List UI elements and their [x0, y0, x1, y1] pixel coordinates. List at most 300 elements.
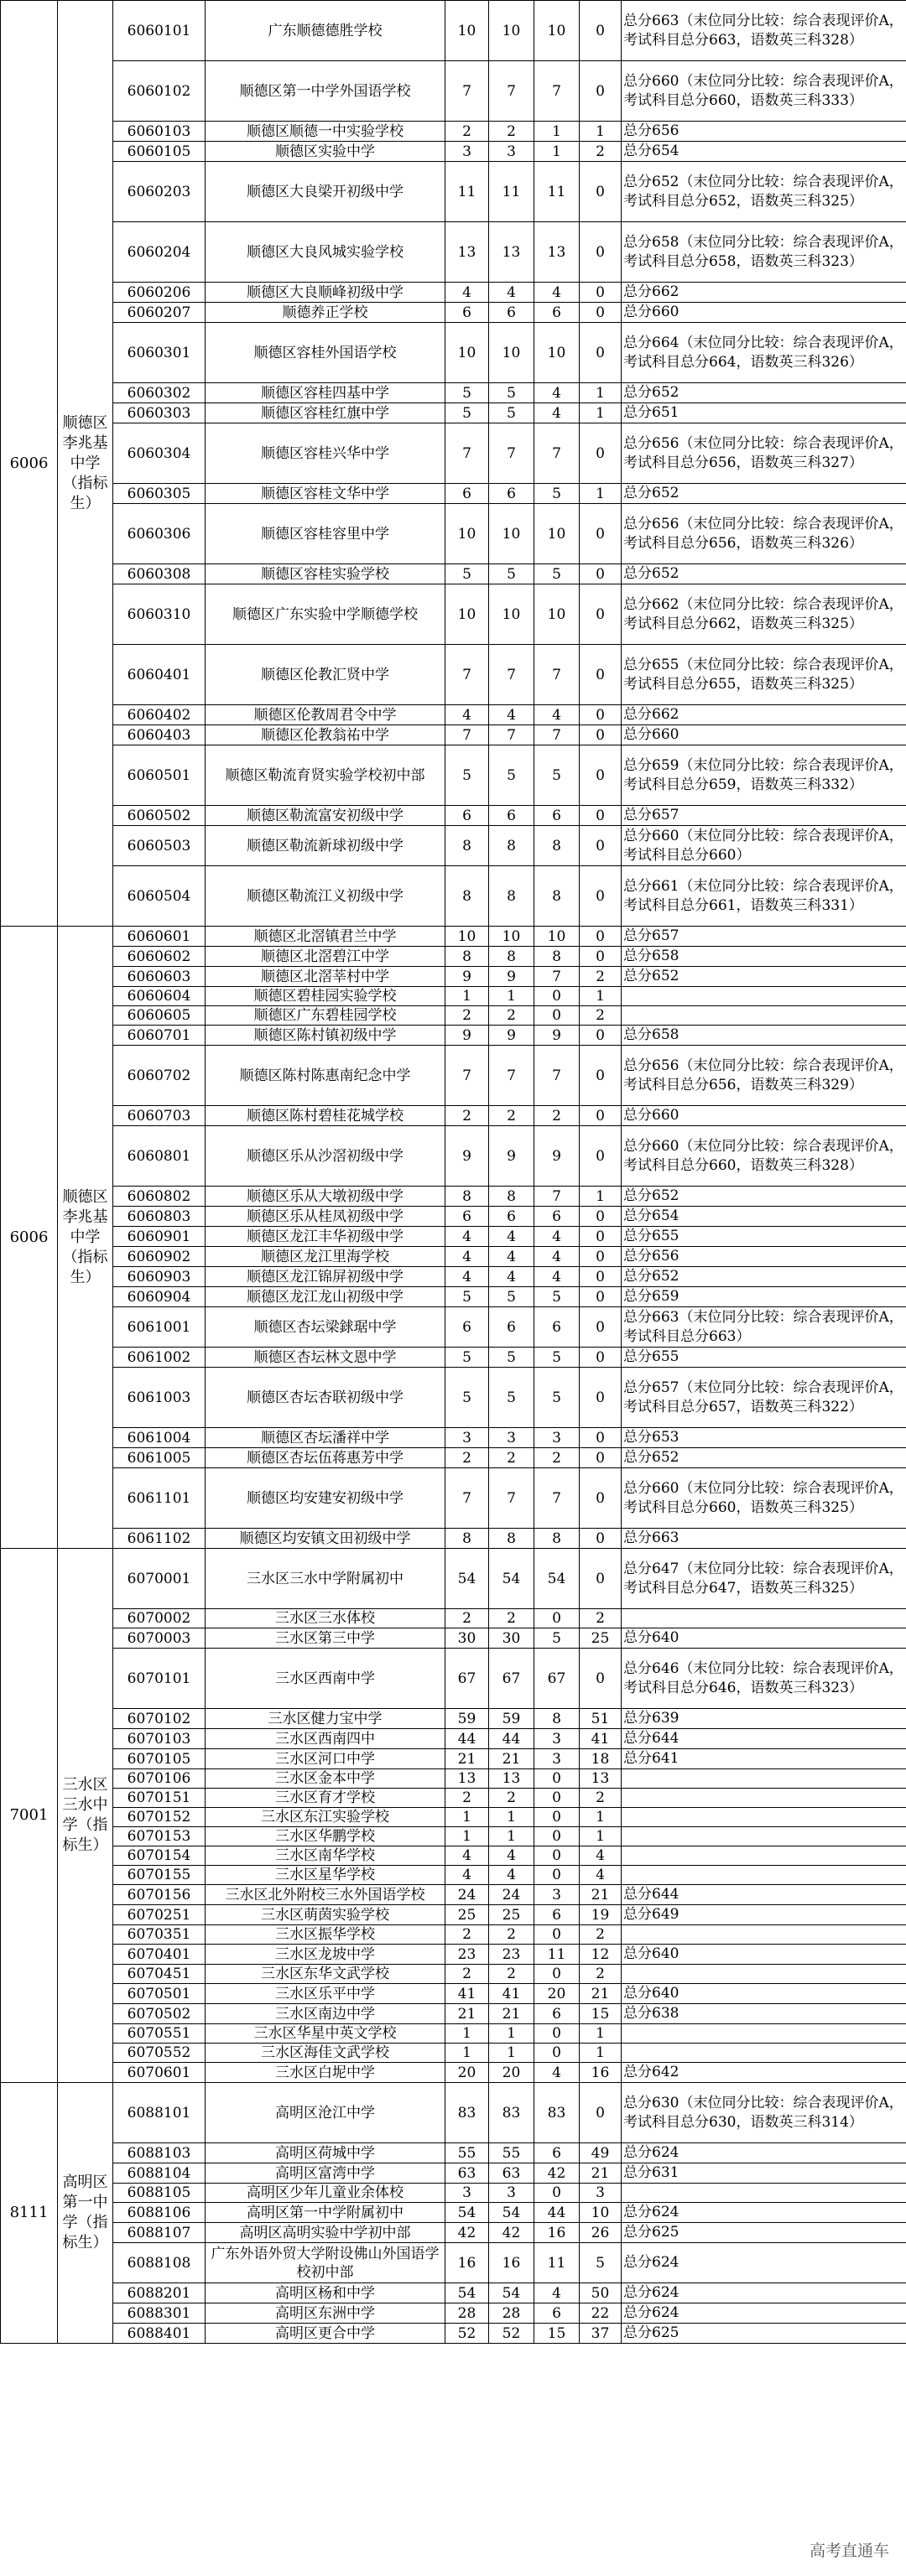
quota-cell: 8: [445, 947, 489, 967]
cutoff-note-cell: 总分647（末位同分比较：综合表现评价A，考试科目总分647，语数英三科325）: [622, 1549, 906, 1609]
remaining-cell: 5: [580, 2243, 622, 2283]
cutoff-note-cell: 总分625: [622, 2223, 906, 2243]
remaining-cell: 2: [580, 1925, 622, 1945]
plan-cell: 5: [489, 745, 534, 806]
admitted-cell: 7: [534, 61, 580, 122]
admitted-cell: 6: [534, 1207, 580, 1227]
school-code-cell: 6060105: [113, 142, 206, 162]
admitted-cell: 9: [534, 1126, 580, 1187]
plan-cell: 83: [489, 2083, 534, 2143]
quota-cell: 7: [445, 725, 489, 745]
table-row: [1, 1925, 906, 1945]
school-code-cell: 6070501: [113, 1984, 206, 2004]
school-code-cell: 6070001: [113, 1549, 206, 1609]
cutoff-note-cell: 总分652: [622, 1267, 906, 1287]
school-code-cell: 6070003: [113, 1628, 206, 1649]
remaining-cell: 0: [580, 1106, 622, 1126]
cutoff-note-cell: 总分640: [622, 1628, 906, 1649]
admitted-cell: 6: [534, 1307, 580, 1348]
quota-cell: 7: [445, 645, 489, 705]
plan-cell: 5: [489, 1348, 534, 1368]
table-row: [1, 2184, 906, 2203]
remaining-cell: 0: [580, 705, 622, 725]
school-code-cell: 6070153: [113, 1827, 206, 1846]
plan-cell: 10: [489, 504, 534, 564]
quota-cell: 52: [445, 2324, 489, 2344]
quota-cell: 6: [445, 484, 489, 504]
quota-cell: 5: [445, 1368, 489, 1428]
plan-cell: 9: [489, 1126, 534, 1187]
quota-cell: 3: [445, 2184, 489, 2203]
cutoff-note-cell: 总分652（末位同分比较：综合表现评价A，考试科目总分652，语数英三科325）: [622, 162, 906, 222]
admitted-cell: 0: [534, 1965, 580, 1984]
school-name-cell: 顺德区广东实验中学顺德学校: [206, 584, 445, 645]
school-name-cell: 顺德区大良风城实验学校: [206, 222, 445, 283]
plan-cell: 4: [489, 1866, 534, 1885]
admitted-cell: 13: [534, 222, 580, 283]
quota-cell: 4: [445, 1866, 489, 1885]
school-code-cell: 6070155: [113, 1866, 206, 1885]
admitted-cell: 6: [534, 806, 580, 826]
table-row: [1, 2283, 906, 2303]
remaining-cell: 0: [580, 162, 622, 222]
plan-cell: 2: [489, 1609, 534, 1628]
remaining-cell: 0: [580, 1267, 622, 1287]
plan-cell: 5: [489, 383, 534, 403]
cutoff-note-cell: 总分625: [622, 2324, 906, 2344]
quota-cell: 7: [445, 1468, 489, 1529]
school-name-cell: 顺德区乐从沙滘初级中学: [206, 1126, 445, 1187]
cutoff-note-cell: 总分660（末位同分比较：综合表现评价A，考试科目总分660，语数英三科333）: [622, 61, 906, 122]
school-name-cell: 顺德区勒流新球初级中学: [206, 826, 445, 866]
admitted-cell: 5: [534, 745, 580, 806]
school-name-cell: 顺德区陈村陈惠南纪念中学: [206, 1046, 445, 1106]
quota-cell: 42: [445, 2223, 489, 2243]
admitted-cell: 4: [534, 2283, 580, 2303]
cutoff-note-cell: 总分662: [622, 283, 906, 303]
target-school-cell: 顺德区李兆基中学（指标生）: [58, 927, 113, 1549]
remaining-cell: 1: [580, 1827, 622, 1846]
school-name-cell: 顺德区容桂文华中学: [206, 484, 445, 504]
school-code-cell: 6060903: [113, 1267, 206, 1287]
school-name-cell: 三水区西南四中: [206, 1729, 445, 1749]
school-code-cell: 6060701: [113, 1026, 206, 1046]
table-row: [1, 1046, 906, 1106]
remaining-cell: 1: [580, 122, 622, 142]
school-code-cell: 6060302: [113, 383, 206, 403]
school-code-cell: 6070152: [113, 1808, 206, 1827]
cutoff-note-cell: [622, 1846, 906, 1866]
quota-cell: 1: [445, 1827, 489, 1846]
school-name-cell: 高明区杨和中学: [206, 2283, 445, 2303]
school-name-cell: 顺德区乐从桂凤初级中学: [206, 1207, 445, 1227]
admitted-cell: 0: [534, 1609, 580, 1628]
cutoff-note-cell: 总分630（末位同分比较：综合表现评价A，考试科目总分630，语数英三科314）: [622, 2083, 906, 2143]
admitted-cell: 1: [534, 122, 580, 142]
cutoff-note-cell: [622, 2024, 906, 2044]
school-code-cell: 6060304: [113, 423, 206, 484]
remaining-cell: 19: [580, 1905, 622, 1925]
cutoff-note-cell: 总分641: [622, 1749, 906, 1769]
quota-cell: 24: [445, 1885, 489, 1905]
school-code-cell: 6070105: [113, 1749, 206, 1769]
plan-cell: 8: [489, 866, 534, 927]
school-code-cell: 6060204: [113, 222, 206, 283]
target-school-cell: 顺德区李兆基中学（指标生）: [58, 1, 113, 927]
school-name-cell: 顺德区大良梁开初级中学: [206, 162, 445, 222]
cutoff-note-cell: 总分656: [622, 1247, 906, 1267]
table-row: [1, 2143, 906, 2163]
remaining-cell: 0: [580, 564, 622, 584]
admitted-cell: 8: [534, 1709, 580, 1729]
plan-cell: 30: [489, 1628, 534, 1649]
plan-cell: 54: [489, 1549, 534, 1609]
table-row: [1, 2203, 906, 2223]
admitted-cell: 10: [534, 584, 580, 645]
cutoff-note-cell: 总分654: [622, 142, 906, 162]
table-row: [1, 564, 906, 584]
school-name-cell: 高明区荷城中学: [206, 2143, 445, 2163]
table-row: [1, 1267, 906, 1287]
admitted-cell: 4: [534, 283, 580, 303]
table-row: [1, 2324, 906, 2344]
plan-cell: 52: [489, 2324, 534, 2344]
remaining-cell: 4: [580, 1866, 622, 1885]
plan-cell: 4: [489, 1227, 534, 1247]
plan-cell: 4: [489, 1846, 534, 1866]
cutoff-note-cell: 总分624: [622, 2143, 906, 2163]
table-row: [1, 1468, 906, 1529]
school-name-cell: 三水区第三中学: [206, 1628, 445, 1649]
school-name-cell: 顺德区龙江里海学校: [206, 1247, 445, 1267]
quota-cell: 2: [445, 1106, 489, 1126]
remaining-cell: 0: [580, 1468, 622, 1529]
school-code-cell: 6061102: [113, 1529, 206, 1549]
cutoff-note-cell: 总分656（末位同分比较：综合表现评价A，考试科目总分656，语数英三科326）: [622, 504, 906, 564]
table-row: [1, 1709, 906, 1729]
quota-cell: 7: [445, 1046, 489, 1106]
admitted-cell: 6: [534, 303, 580, 323]
school-name-cell: 顺德区广东碧桂园学校: [206, 1006, 445, 1026]
school-name-cell: 顺德区顺德一中实验学校: [206, 122, 445, 142]
segment-id-cell: 8111: [1, 2083, 58, 2344]
school-code-cell: 6088107: [113, 2223, 206, 2243]
remaining-cell: 4: [580, 1846, 622, 1866]
table-row: [1, 584, 906, 645]
quota-cell: 5: [445, 745, 489, 806]
remaining-cell: 0: [580, 303, 622, 323]
quota-cell: 10: [445, 504, 489, 564]
table-row: [1, 2303, 906, 2324]
remaining-cell: 0: [580, 1307, 622, 1348]
table-row: [1, 1866, 906, 1885]
plan-cell: 4: [489, 1267, 534, 1287]
cutoff-note-cell: 总分655（末位同分比较：综合表现评价A，考试科目总分655，语数英三科325）: [622, 645, 906, 705]
table-row: [1, 1348, 906, 1368]
quota-cell: 2: [445, 1006, 489, 1026]
table-row: [1, 61, 906, 122]
admitted-cell: 7: [534, 1187, 580, 1207]
plan-cell: 20: [489, 2063, 534, 2083]
admitted-cell: 5: [534, 564, 580, 584]
admitted-cell: 5: [534, 1348, 580, 1368]
school-name-cell: 三水区华星中英文学校: [206, 2024, 445, 2044]
admitted-cell: 0: [534, 2184, 580, 2203]
admitted-cell: 8: [534, 947, 580, 967]
cutoff-note-cell: [622, 1866, 906, 1885]
cutoff-note-cell: 总分659（末位同分比较：综合表现评价A，考试科目总分659，语数英三科332）: [622, 745, 906, 806]
school-code-cell: 6060403: [113, 725, 206, 745]
school-name-cell: 顺德区杏坛林文恩中学: [206, 1348, 445, 1368]
plan-cell: 28: [489, 2303, 534, 2324]
remaining-cell: 0: [580, 1649, 622, 1709]
table-row: [1, 1287, 906, 1307]
cutoff-note-cell: 总分640: [622, 1945, 906, 1965]
watermark: 高考直通车: [809, 2542, 889, 2560]
admitted-cell: 20: [534, 1984, 580, 2004]
school-name-cell: 顺德区勒流富安初级中学: [206, 806, 445, 826]
quota-cell: 25: [445, 1905, 489, 1925]
admitted-cell: 2: [534, 1106, 580, 1126]
school-code-cell: 6060402: [113, 705, 206, 725]
quota-cell: 9: [445, 1126, 489, 1187]
school-name-cell: 顺德区龙江丰华初级中学: [206, 1227, 445, 1247]
plan-cell: 8: [489, 947, 534, 967]
remaining-cell: 0: [580, 283, 622, 303]
quota-cell: 13: [445, 222, 489, 283]
remaining-cell: 21: [580, 1885, 622, 1905]
table-row: [1, 1247, 906, 1267]
school-name-cell: 顺德区伦教汇贤中学: [206, 645, 445, 705]
school-name-cell: 三水区三水体校: [206, 1609, 445, 1628]
quota-cell: 5: [445, 383, 489, 403]
table-row: [1, 122, 906, 142]
table-row: [1, 967, 906, 987]
plan-cell: 13: [489, 222, 534, 283]
table-row: [1, 1026, 906, 1046]
school-code-cell: 6088104: [113, 2163, 206, 2184]
cutoff-note-cell: 总分631: [622, 2163, 906, 2184]
table-row: [1, 323, 906, 383]
plan-cell: 2: [489, 1106, 534, 1126]
cutoff-note-cell: 总分654: [622, 1207, 906, 1227]
school-code-cell: 6070151: [113, 1789, 206, 1808]
remaining-cell: 0: [580, 1, 622, 61]
remaining-cell: 21: [580, 1984, 622, 2004]
plan-cell: 2: [489, 1789, 534, 1808]
remaining-cell: 2: [580, 967, 622, 987]
quota-cell: 4: [445, 705, 489, 725]
school-code-cell: 6060501: [113, 745, 206, 806]
cutoff-note-cell: 总分652: [622, 383, 906, 403]
school-code-cell: 6060308: [113, 564, 206, 584]
school-code-cell: 6060904: [113, 1287, 206, 1307]
quota-cell: 59: [445, 1709, 489, 1729]
school-name-cell: 顺德区容桂外国语学校: [206, 323, 445, 383]
plan-cell: 1: [489, 987, 534, 1006]
admitted-cell: 7: [534, 725, 580, 745]
school-code-cell: 6070106: [113, 1769, 206, 1789]
admitted-cell: 6: [534, 2303, 580, 2324]
admitted-cell: 15: [534, 2324, 580, 2344]
remaining-cell: 1: [580, 987, 622, 1006]
admitted-cell: 10: [534, 323, 580, 383]
cutoff-note-cell: 总分624: [622, 2303, 906, 2324]
remaining-cell: 16: [580, 2063, 622, 2083]
school-code-cell: 6060602: [113, 947, 206, 967]
school-code-cell: 6070502: [113, 2004, 206, 2024]
cutoff-note-cell: 总分657: [622, 806, 906, 826]
school-code-cell: 6088103: [113, 2143, 206, 2163]
school-code-cell: 6060101: [113, 1, 206, 61]
remaining-cell: 0: [580, 1046, 622, 1106]
cutoff-note-cell: [622, 1808, 906, 1827]
quota-cell: 23: [445, 1945, 489, 1965]
plan-cell: 10: [489, 323, 534, 383]
admitted-cell: 0: [534, 2024, 580, 2044]
plan-cell: 21: [489, 2004, 534, 2024]
remaining-cell: 0: [580, 1448, 622, 1468]
admitted-cell: 44: [534, 2203, 580, 2223]
admitted-cell: 42: [534, 2163, 580, 2184]
school-name-cell: 三水区海佳文武学校: [206, 2044, 445, 2063]
plan-cell: 23: [489, 1945, 534, 1965]
table-row: [1, 1126, 906, 1187]
quota-cell: 16: [445, 2243, 489, 2283]
school-code-cell: 6060603: [113, 967, 206, 987]
plan-cell: 7: [489, 61, 534, 122]
school-name-cell: 高明区少年儿童业余体校: [206, 2184, 445, 2203]
plan-cell: 7: [489, 1046, 534, 1106]
cutoff-note-cell: 总分663: [622, 1529, 906, 1549]
remaining-cell: 1: [580, 484, 622, 504]
plan-cell: 6: [489, 484, 534, 504]
remaining-cell: 51: [580, 1709, 622, 1729]
school-code-cell: 6070102: [113, 1709, 206, 1729]
school-name-cell: 顺德区容桂兴华中学: [206, 423, 445, 484]
school-code-cell: 6070154: [113, 1846, 206, 1866]
quota-cell: 1: [445, 987, 489, 1006]
quota-cell: 2: [445, 1609, 489, 1628]
table-row: [1, 1729, 906, 1749]
table-row: [1, 1609, 906, 1628]
plan-cell: 55: [489, 2143, 534, 2163]
quota-cell: 6: [445, 806, 489, 826]
cutoff-note-cell: 总分660（末位同分比较：综合表现评价A，考试科目总分660）: [622, 826, 906, 866]
remaining-cell: 0: [580, 927, 622, 947]
school-name-cell: 三水区河口中学: [206, 1749, 445, 1769]
remaining-cell: 0: [580, 1287, 622, 1307]
admitted-cell: 1: [534, 142, 580, 162]
admitted-cell: 11: [534, 1945, 580, 1965]
admitted-cell: 3: [534, 1749, 580, 1769]
plan-cell: 11: [489, 162, 534, 222]
admitted-cell: 4: [534, 1227, 580, 1247]
school-code-cell: 6060207: [113, 303, 206, 323]
quota-cell: 10: [445, 927, 489, 947]
school-code-cell: 6060206: [113, 283, 206, 303]
school-name-cell: 顺德区实验中学: [206, 142, 445, 162]
cutoff-note-cell: 总分657: [622, 927, 906, 947]
school-code-cell: 6061001: [113, 1307, 206, 1348]
school-name-cell: 三水区西南中学: [206, 1649, 445, 1709]
table-row: [1, 1106, 906, 1126]
school-name-cell: 三水区东华文武学校: [206, 1965, 445, 1984]
table-row: [1, 142, 906, 162]
table-row: [1, 987, 906, 1006]
plan-cell: 2: [489, 1965, 534, 1984]
cutoff-note-cell: 总分646（末位同分比较：综合表现评价A，考试科目总分646，语数英三科323）: [622, 1649, 906, 1709]
remaining-cell: 0: [580, 584, 622, 645]
table-row: [1, 2024, 906, 2044]
school-code-cell: 6060301: [113, 323, 206, 383]
plan-cell: 59: [489, 1709, 534, 1729]
remaining-cell: 0: [580, 1247, 622, 1267]
admitted-cell: 7: [534, 645, 580, 705]
school-code-cell: 6060802: [113, 1187, 206, 1207]
table-row: [1, 1769, 906, 1789]
remaining-cell: 25: [580, 1628, 622, 1649]
table-row: [1, 806, 906, 826]
quota-cell: 8: [445, 1187, 489, 1207]
admitted-cell: 6: [534, 2143, 580, 2163]
school-name-cell: 顺德区陈村碧桂花城学校: [206, 1106, 445, 1126]
plan-cell: 63: [489, 2163, 534, 2184]
quota-cell: 3: [445, 142, 489, 162]
plan-cell: 6: [489, 806, 534, 826]
table-row: [1, 484, 906, 504]
remaining-cell: 41: [580, 1729, 622, 1749]
school-code-cell: 6060502: [113, 806, 206, 826]
plan-cell: 7: [489, 645, 534, 705]
admitted-cell: 4: [534, 705, 580, 725]
cutoff-note-cell: 总分642: [622, 2063, 906, 2083]
school-name-cell: 顺德区杏坛潘祥中学: [206, 1428, 445, 1448]
remaining-cell: 0: [580, 866, 622, 927]
school-code-cell: 6060504: [113, 866, 206, 927]
table-row: [1, 1789, 906, 1808]
school-name-cell: 三水区健力宝中学: [206, 1709, 445, 1729]
school-name-cell: 顺德区陈村镇初级中学: [206, 1026, 445, 1046]
school-name-cell: 顺德区容桂红旗中学: [206, 403, 445, 423]
school-code-cell: 6070002: [113, 1609, 206, 1628]
table-row: [1, 1227, 906, 1247]
plan-cell: 1: [489, 2024, 534, 2044]
table-row: [1, 2063, 906, 2083]
table-row: [1, 1846, 906, 1866]
plan-cell: 6: [489, 1207, 534, 1227]
school-code-cell: 6060305: [113, 484, 206, 504]
table-body: [1, 1, 906, 2344]
remaining-cell: 2: [580, 1965, 622, 1984]
table-row: [1, 1628, 906, 1649]
cutoff-note-cell: 总分661（末位同分比较：综合表现评价A，考试科目总分661，语数英三科331）: [622, 866, 906, 927]
cutoff-note-cell: [622, 2044, 906, 2063]
remaining-cell: 21: [580, 2163, 622, 2184]
quota-cell: 8: [445, 826, 489, 866]
remaining-cell: 49: [580, 2143, 622, 2163]
admitted-cell: 5: [534, 1628, 580, 1649]
cutoff-note-cell: 总分644: [622, 1885, 906, 1905]
remaining-cell: 0: [580, 1207, 622, 1227]
school-name-cell: 顺德区碧桂园实验学校: [206, 987, 445, 1006]
school-name-cell: 高明区高明实验中学初中部: [206, 2223, 445, 2243]
admitted-cell: 6: [534, 1905, 580, 1925]
plan-cell: 7: [489, 1468, 534, 1529]
table-row: [1, 1428, 906, 1448]
cutoff-note-cell: 总分658: [622, 947, 906, 967]
quota-cell: 83: [445, 2083, 489, 2143]
